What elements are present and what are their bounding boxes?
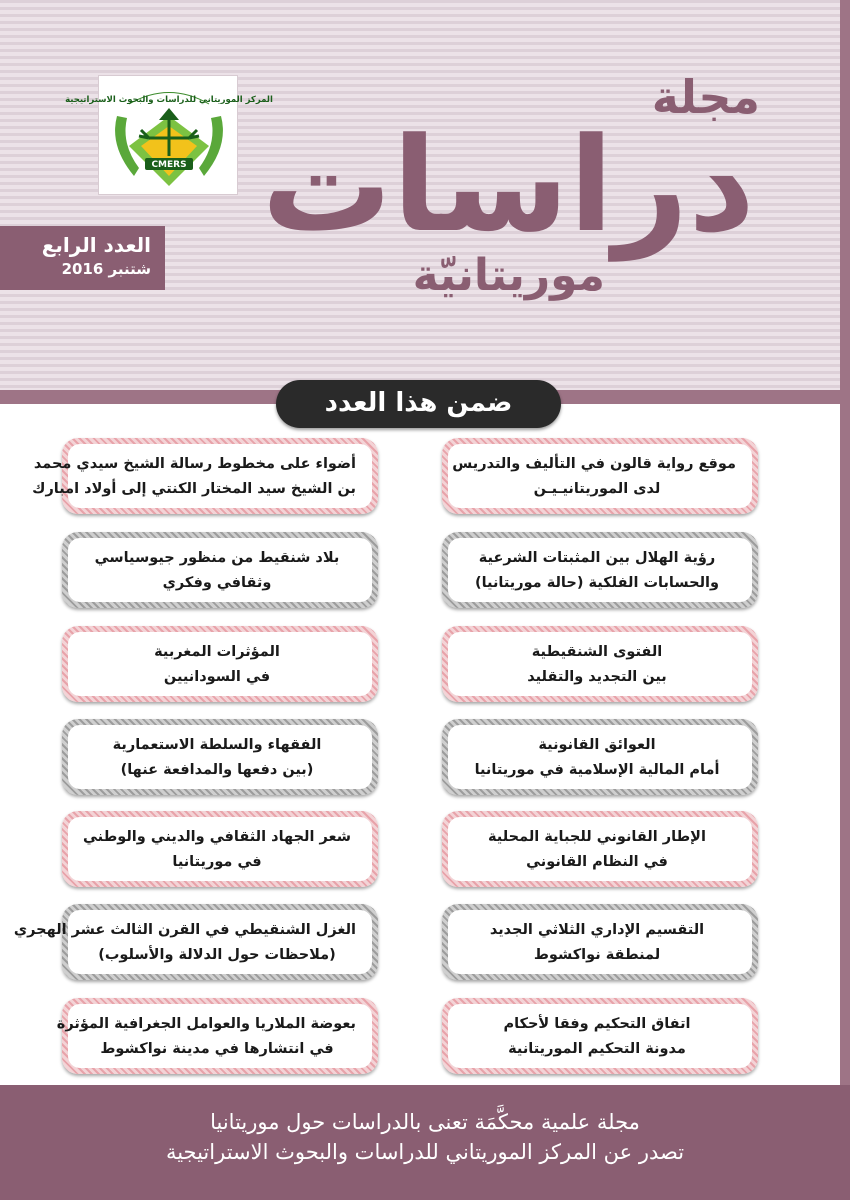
article-title-line2: بن الشيخ سيد المختار الكنتي إلى أولاد امبارك — [32, 481, 356, 497]
article-card-body — [56, 1004, 372, 1068]
article-card[interactable] — [13, 904, 378, 980]
article-title-line1: بلاد شنقيط من منظور جيوسياسي — [94, 550, 340, 566]
article-title-line1: بعوضة الملاريا والعوامل الجغرافية المؤثرة — [56, 1016, 356, 1032]
article-title-line2: مدونة التحكيم الموريتانية — [508, 1041, 686, 1057]
article-card-body — [448, 817, 752, 881]
article-title-line2: والحسابات الفلكية (حالة موريتانيا) — [474, 575, 719, 591]
article-title-line1: اتفاق التحكيم وفقا لأحكام — [503, 1016, 691, 1032]
magazine-subtitle: موريتانيّة — [412, 250, 605, 301]
article-title-line1: رؤية الهلال بين المثبتات الشرعية — [478, 550, 716, 566]
article-title-line1: المؤثرات المغربية — [154, 644, 280, 660]
article-title-line2: أمام المالية الإسلامية في موريتانيا — [474, 762, 720, 778]
article-card[interactable] — [442, 811, 758, 887]
article-card[interactable] — [442, 719, 758, 795]
article-title-line2: في انتشارها في مدينة نواكشوط — [100, 1041, 334, 1057]
article-title-line2: في السودانيين — [163, 669, 271, 685]
footer-publisher: تصدر عن المركز الموريتاني للدراسات والبحوث الاستراتيجية — [165, 1140, 685, 1164]
logo-arabic-text: المركز الموريتاني للدراسات والبحوث الاستراتيجية — [65, 95, 273, 105]
article-title-line2: لمنطقة نواكشوط — [533, 947, 661, 963]
magazine-title — [261, 70, 780, 310]
contents-title: ضمن هذا العدد — [276, 380, 561, 428]
article-card-body — [68, 538, 372, 602]
article-card-body — [448, 632, 752, 696]
article-title-line1: شعر الجهاد الثقافي والديني والوطني — [83, 829, 351, 845]
article-card[interactable] — [62, 626, 378, 702]
article-card[interactable] — [442, 904, 758, 980]
article-title-line1: الغزل الشنقيطي في القرن الثالث عشر الهجري — [13, 922, 356, 938]
article-title-line1: العوائق القانونية — [538, 737, 656, 753]
article-title-line1: موقع رواية قالون في التأليف والتدريس — [452, 456, 736, 472]
article-card-body — [448, 910, 752, 974]
issue-box — [0, 226, 165, 290]
article-title-line2: بين التجديد والتقليد — [527, 669, 667, 685]
article-card-body — [68, 725, 372, 789]
article-title-line2: في موريتانيا — [172, 854, 262, 870]
article-card[interactable] — [32, 438, 378, 514]
right-edge-bar — [840, 0, 850, 1200]
article-title-line1: الإطار القانوني للجباية المحلية — [488, 829, 706, 845]
article-card-body — [68, 632, 372, 696]
article-title-line2: لدى الموريتانيـيـن — [533, 481, 661, 497]
cmers-logo — [65, 75, 273, 195]
article-card[interactable] — [442, 438, 758, 514]
article-card[interactable] — [442, 998, 758, 1074]
footer-description: مجلة علمية محكَّمَة تعنى بالدراسات حول موريتانيا — [210, 1110, 640, 1134]
article-card-body — [448, 444, 752, 508]
article-title-line1: الفقهاء والسلطة الاستعمارية — [112, 737, 322, 753]
article-card-body — [32, 444, 372, 508]
article-card-body — [448, 1004, 752, 1068]
article-title-line1: الفتوى الشنقيطية — [531, 644, 663, 660]
article-card-body — [448, 538, 752, 602]
article-card-body — [68, 817, 372, 881]
article-card[interactable] — [62, 811, 378, 887]
article-card[interactable] — [62, 719, 378, 795]
issue-number: العدد الرابع — [41, 233, 151, 257]
magazine-name: دراسات — [261, 109, 755, 261]
magazine-label: مجلة — [651, 70, 760, 124]
article-title-line1: أضواء على مخطوط رسالة الشيخ سيدي محمد — [33, 456, 356, 472]
article-card[interactable] — [62, 532, 378, 608]
article-title-line1: التقسيم الإداري الثلاثي الجديد — [489, 922, 705, 938]
article-card-body — [13, 910, 372, 974]
footer — [0, 1085, 850, 1200]
article-title-line2: (ملاحظات حول الدلالة والأسلوب) — [98, 947, 336, 963]
article-card[interactable] — [442, 626, 758, 702]
article-title-line2: (بين دفعها والمدافعة عنها) — [120, 762, 314, 778]
issue-date: شتنبر 2016 — [61, 260, 151, 278]
article-title-line2: وثقافي وفكري — [162, 575, 272, 591]
article-card[interactable] — [56, 998, 378, 1074]
article-card[interactable] — [442, 532, 758, 608]
logo-acronym: CMERS — [151, 160, 187, 170]
article-title-line2: في النظام القانوني — [526, 854, 668, 870]
article-card-body — [448, 725, 752, 789]
